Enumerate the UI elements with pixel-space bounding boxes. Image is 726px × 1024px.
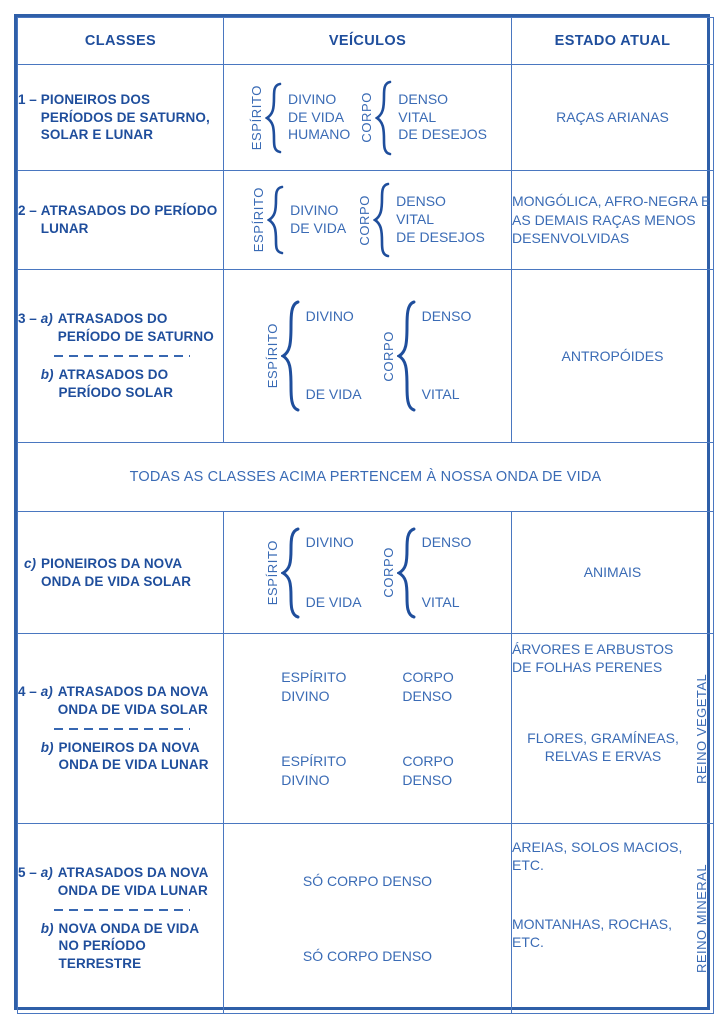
row-c-espirito-items bbox=[301, 534, 362, 612]
row-3b-letter: b) bbox=[40, 367, 54, 382]
veh-item: DENSO bbox=[402, 687, 453, 704]
table-row-5 bbox=[18, 824, 714, 1014]
corpo-item: VITAL bbox=[396, 211, 435, 228]
row-1-estado-text: RAÇAS ARIANAS bbox=[556, 109, 669, 126]
row-4-estado-cell bbox=[512, 634, 714, 824]
veh-item: ESPÍRITO bbox=[281, 669, 347, 686]
row-4a-class-text: ATRASADOS DA NOVA ONDA DE VIDA SOLAR bbox=[57, 683, 208, 717]
row-5-estado-cell bbox=[512, 824, 714, 1014]
row-c-veiculos-cell bbox=[224, 512, 512, 634]
row-3-corpo-group bbox=[380, 300, 472, 412]
table-banner-row bbox=[18, 443, 714, 512]
row-4a-letter: a) bbox=[40, 683, 53, 699]
corpo-item: DE DESEJOS bbox=[396, 228, 485, 245]
espirito-label: ESPÍRITO bbox=[251, 187, 267, 253]
row-2-corpo-items bbox=[391, 193, 485, 247]
row-c-corpo-items bbox=[417, 534, 472, 612]
row-5a-class-text: ATRASADOS DA NOVA ONDA DE VIDA LUNAR bbox=[57, 864, 208, 898]
corpo-label: CORPO bbox=[380, 547, 396, 598]
row-1-espirito-group bbox=[248, 82, 350, 154]
corpo-item: DENSO bbox=[421, 308, 472, 324]
espirito-item: DE VIDA bbox=[305, 593, 362, 610]
row-c-letter: c) bbox=[24, 555, 37, 571]
row-2-classes-cell bbox=[18, 171, 224, 270]
header-classes: CLASSES bbox=[18, 18, 224, 65]
row-4a-vehicles bbox=[224, 668, 511, 704]
row-4b-estado-text: FLORES, GRAMÍNEAS, RELVAS E ERVAS bbox=[527, 729, 679, 764]
veh-item: ESPÍRITO bbox=[281, 753, 347, 770]
curly-brace-icon bbox=[397, 300, 417, 412]
row-4-number: 4 – bbox=[18, 683, 37, 699]
row-4b-class-text: PIONEIROS DA NOVA ONDA DE VIDA LUNAR bbox=[58, 739, 209, 773]
row-5b-estado-text: MONTANHAS, ROCHAS, ETC. bbox=[512, 915, 672, 950]
corpo-label: CORPO bbox=[357, 194, 373, 246]
espirito-item: DE VIDA bbox=[288, 108, 345, 125]
row-5a-letter: a) bbox=[40, 864, 53, 880]
row-3a-class-text: ATRASADOS DO PERÍODO DE SATURNO bbox=[57, 311, 214, 345]
dashed-separator bbox=[54, 355, 190, 357]
espirito-item: DE VIDA bbox=[305, 386, 362, 403]
row-5a-vehicle-text: SÓ CORPO DENSO bbox=[302, 873, 433, 889]
espirito-label: ESPÍRITO bbox=[264, 323, 280, 389]
row-c-classes-cell bbox=[18, 512, 224, 634]
row-2-number: 2 – bbox=[18, 203, 37, 219]
corpo-item: VITAL bbox=[421, 593, 460, 610]
row-3-veiculos-cell bbox=[224, 270, 512, 443]
corpo-item: DENSO bbox=[396, 193, 446, 210]
espirito-item: DIVINO bbox=[290, 202, 339, 219]
table-row-2 bbox=[18, 171, 714, 270]
header-estado-atual: ESTADO ATUAL bbox=[512, 18, 714, 65]
row-4-veiculos-cell bbox=[224, 634, 512, 824]
row-3-classes-cell bbox=[18, 270, 224, 443]
row-5-number: 5 – bbox=[18, 864, 37, 880]
row-c-corpo-group bbox=[380, 527, 472, 619]
espirito-item: HUMANO bbox=[288, 126, 351, 143]
espirito-item: DIVINO bbox=[288, 90, 337, 107]
espirito-label: ESPÍRITO bbox=[264, 539, 280, 606]
row-3-estado-text: ANTROPÓIDES bbox=[561, 347, 664, 364]
corpo-item: DENSO bbox=[421, 533, 472, 550]
row-4b-letter: b) bbox=[40, 739, 54, 755]
row-3-number: 3 – bbox=[18, 311, 37, 327]
espirito-item: DIVINO bbox=[305, 308, 354, 324]
dashed-separator bbox=[54, 909, 190, 911]
dashed-separator bbox=[54, 728, 190, 730]
curly-brace-icon bbox=[375, 80, 393, 156]
row-4b-vehicles bbox=[224, 752, 511, 788]
espirito-item: DE VIDA bbox=[290, 220, 347, 236]
row-2-veiculos-cell bbox=[224, 171, 512, 270]
row-1-estado-cell bbox=[512, 65, 714, 171]
row-c-class-text: PIONEIROS DA NOVA ONDA DE VIDA SOLAR bbox=[41, 555, 192, 589]
row-1-class-text: PIONEIROS DOS PERÍODOS DE SATURNO, SOLAR E LUNAR bbox=[40, 91, 210, 143]
row-2-corpo-group bbox=[356, 182, 485, 258]
row-5-veiculos-cell bbox=[224, 824, 512, 1014]
curly-brace-icon bbox=[265, 82, 283, 154]
row-4a-espirito bbox=[281, 668, 346, 704]
corpo-label: CORPO bbox=[380, 330, 396, 382]
row-4a-corpo bbox=[402, 668, 453, 704]
row-5b-vehicle-text: SÓ CORPO DENSO bbox=[302, 948, 433, 964]
corpo-label: CORPO bbox=[359, 92, 375, 143]
row-1-espirito-items bbox=[283, 91, 350, 145]
row-3-espirito-items bbox=[301, 308, 362, 404]
row-2-estado-cell bbox=[512, 171, 714, 270]
row-5-classes-cell bbox=[18, 824, 224, 1014]
curly-brace-icon bbox=[281, 300, 301, 412]
curly-brace-icon bbox=[373, 182, 391, 258]
reino-vegetal-label: REINO VEGETAL bbox=[694, 673, 709, 784]
row-1-number: 1 – bbox=[18, 91, 37, 107]
table-row-1 bbox=[18, 65, 714, 171]
classes-table bbox=[17, 17, 714, 1014]
curly-brace-icon bbox=[397, 527, 417, 619]
table-header-row bbox=[18, 18, 714, 65]
row-2-estado-text: MONGÓLICA, AFRO-NEGRA E AS DEMAIS RAÇAS MENOS DESENVOLVIDAS bbox=[512, 193, 711, 247]
veh-item: DIVINO bbox=[281, 771, 330, 788]
row-2-espirito-items bbox=[285, 202, 346, 238]
veh-item: CORPO bbox=[402, 669, 454, 686]
reino-mineral-label: REINO MINERAL bbox=[694, 863, 709, 974]
row-2-class-text: ATRASADOS DO PERÍODO LUNAR bbox=[40, 203, 218, 236]
veh-item: DIVINO bbox=[281, 687, 330, 704]
veh-item: DENSO bbox=[402, 771, 453, 788]
curly-brace-icon bbox=[267, 185, 285, 255]
row-3-estado-cell bbox=[512, 270, 714, 443]
banner-text: TODAS AS CLASSES ACIMA PERTENCEM À NOSSA ONDA DE VIDA bbox=[18, 443, 714, 512]
header-veiculos: VEÍCULOS bbox=[224, 18, 512, 65]
row-5b-letter: b) bbox=[40, 920, 54, 936]
table-row-c bbox=[18, 512, 714, 634]
classes-table-container bbox=[14, 14, 710, 1010]
row-2-espirito-group bbox=[250, 185, 346, 255]
table-row-3 bbox=[18, 270, 714, 443]
row-c-espirito-group bbox=[264, 527, 362, 619]
table-row-4 bbox=[18, 634, 714, 824]
corpo-item: DE DESEJOS bbox=[398, 126, 487, 143]
espirito-item: DIVINO bbox=[305, 533, 354, 550]
row-5a-estado-text: AREIAS, SOLOS MACIOS, ETC. bbox=[512, 839, 683, 874]
row-4b-espirito bbox=[281, 752, 346, 788]
row-c-estado-cell bbox=[512, 512, 714, 634]
row-1-veiculos-cell bbox=[224, 65, 512, 171]
row-3a-letter: a) bbox=[40, 311, 53, 327]
veh-item: CORPO bbox=[402, 753, 454, 770]
row-4a-estado-text: ÁRVORES E ARBUSTOS DE FOLHAS PERENES bbox=[512, 641, 674, 676]
row-5b-class-text: NOVA ONDA DE VIDA NO PERÍODO TERRESTRE bbox=[58, 920, 199, 972]
row-3b-class-text: ATRASADOS DO PERÍODO SOLAR bbox=[58, 367, 174, 400]
corpo-item: DENSO bbox=[398, 90, 449, 107]
row-4-classes-cell bbox=[18, 634, 224, 824]
row-1-classes-cell bbox=[18, 65, 224, 171]
row-c-estado-text: ANIMAIS bbox=[583, 564, 642, 581]
espirito-label: ESPÍRITO bbox=[249, 84, 265, 151]
row-3-corpo-items bbox=[417, 308, 472, 404]
curly-brace-icon bbox=[281, 527, 301, 619]
row-4b-corpo bbox=[402, 752, 453, 788]
corpo-item: VITAL bbox=[421, 386, 460, 403]
row-1-corpo-group bbox=[358, 80, 487, 156]
corpo-item: VITAL bbox=[398, 108, 437, 125]
row-1-corpo-items bbox=[393, 91, 487, 145]
row-3-espirito-group bbox=[264, 300, 362, 412]
